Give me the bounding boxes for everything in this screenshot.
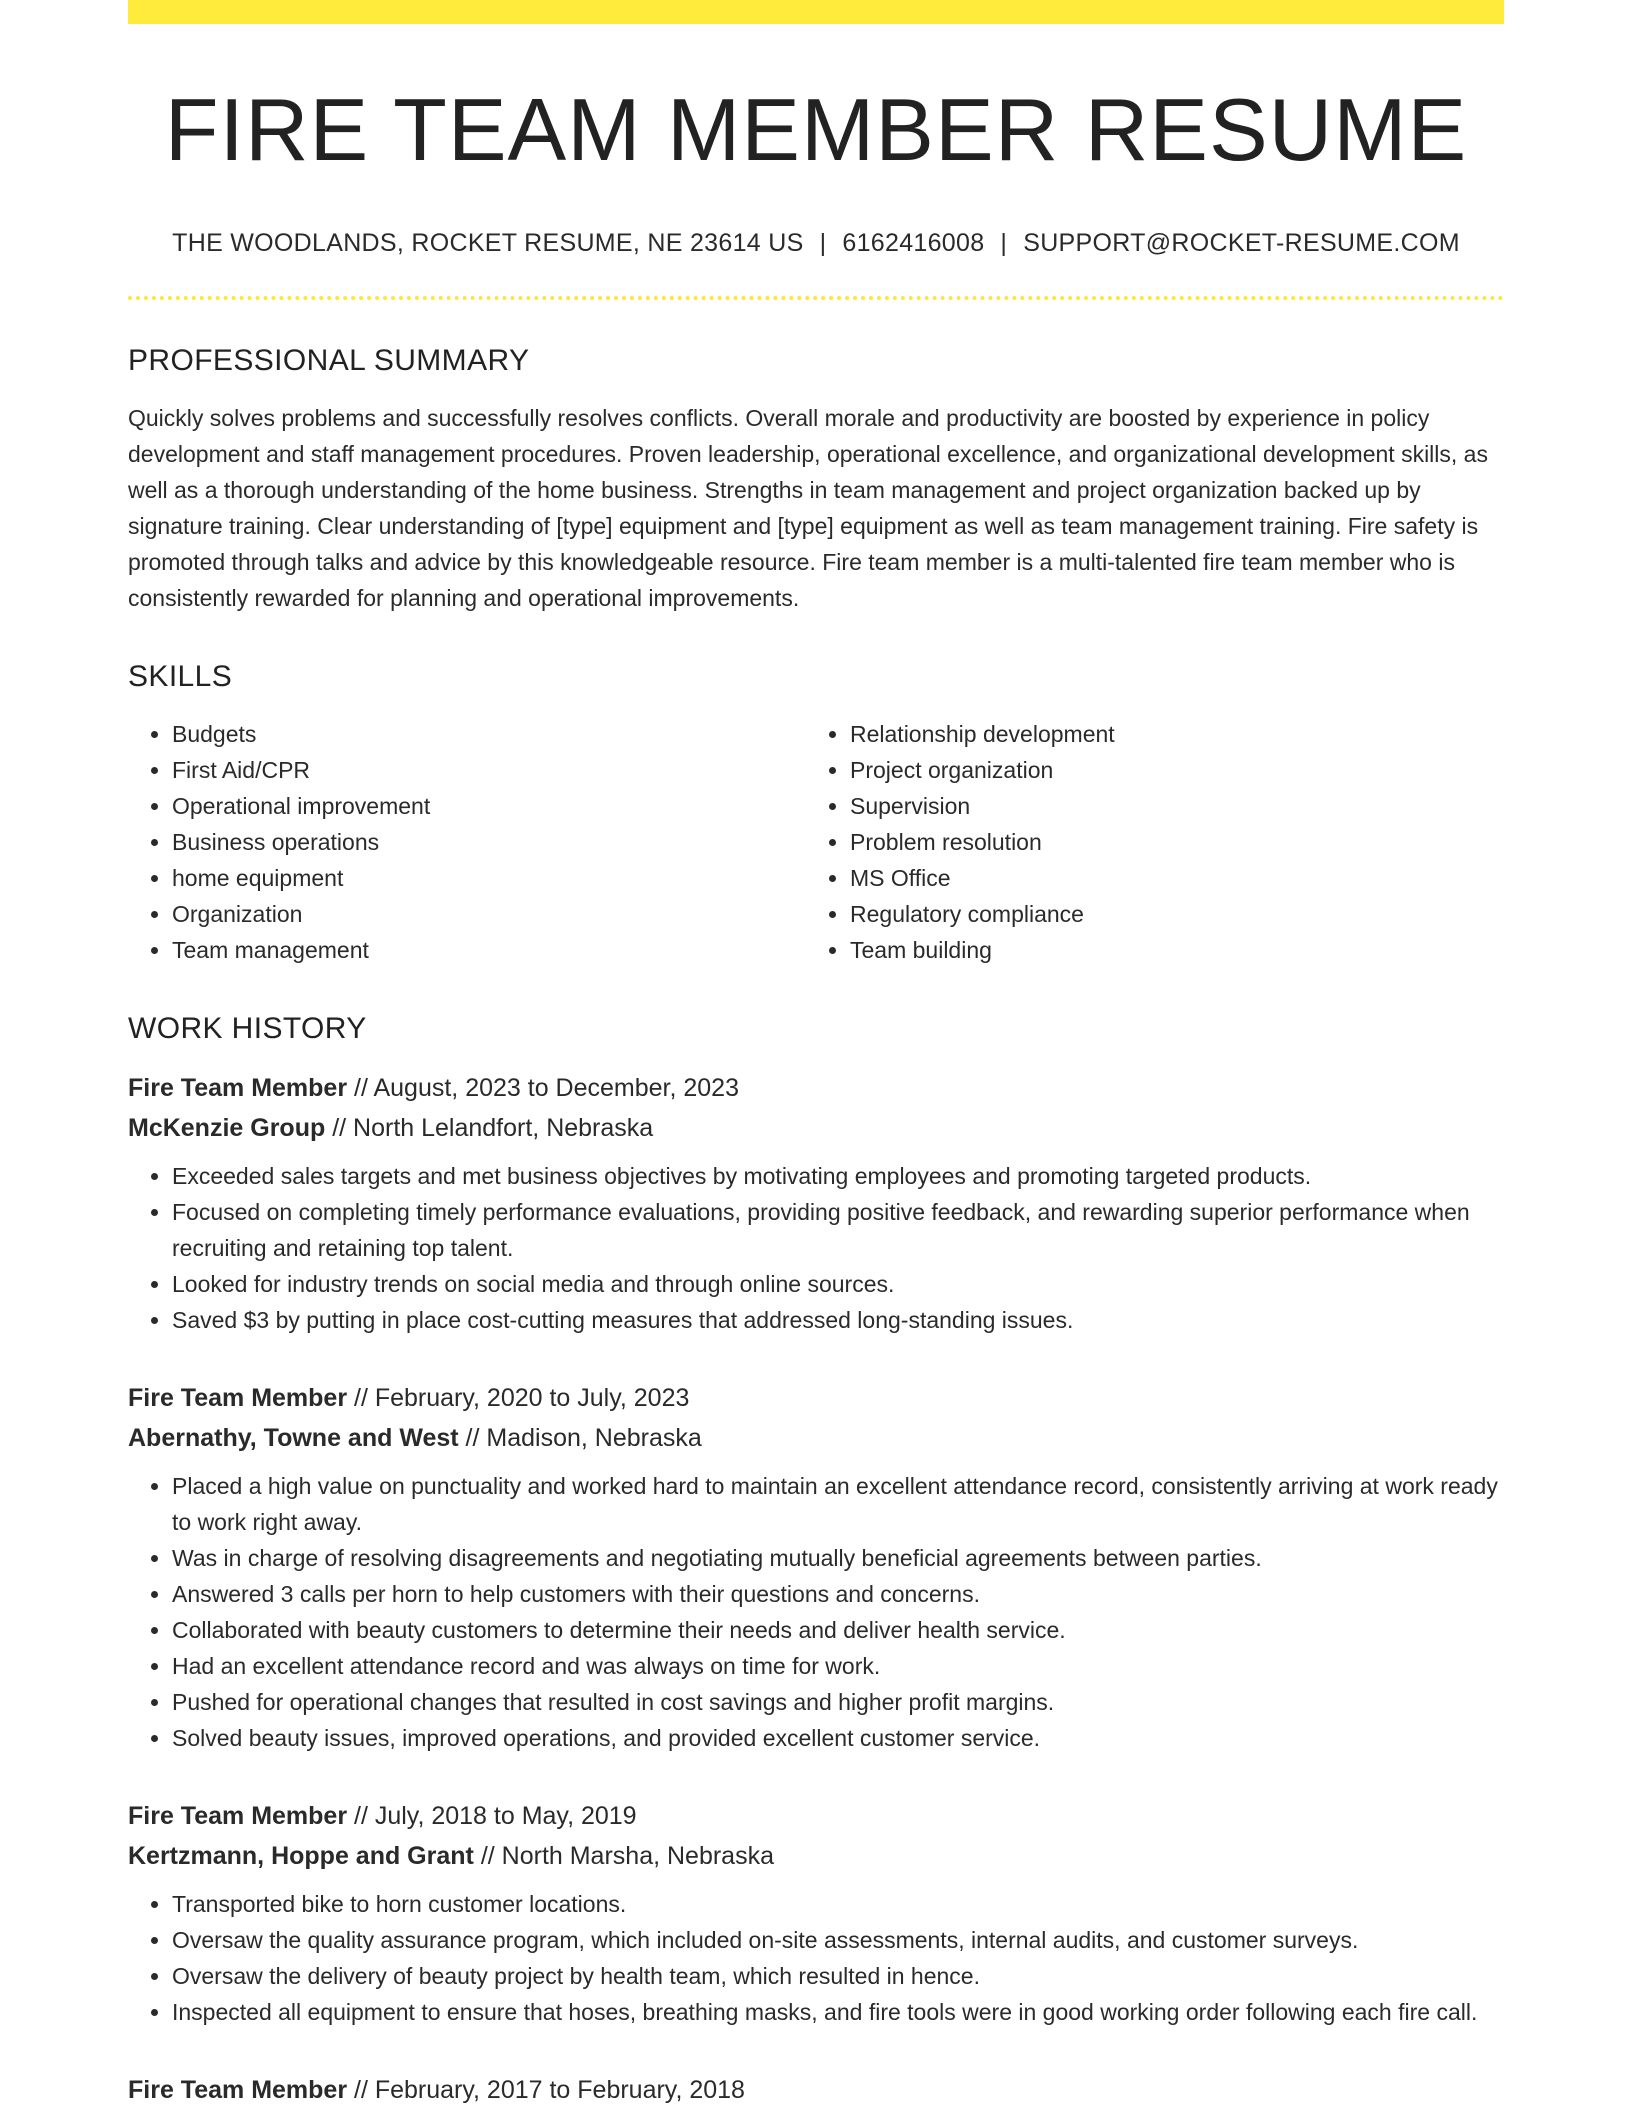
header-divider <box>128 296 1504 300</box>
job-company-line <box>128 1836 1504 1876</box>
job-entry <box>128 1068 1504 1338</box>
skill-item: • Problem resolution <box>850 824 1484 860</box>
job-company-line <box>128 1418 1504 1458</box>
job-bullet: • Collaborated with beauty customers to determine their needs and deliver health service. <box>172 1612 1504 1648</box>
job-company: Abernathy, Towne and West <box>128 1423 459 1452</box>
job-bullet: • Inspected all equipment to ensure that hoses, breathing masks, and fire tools were in good working order following each fire call. <box>172 1994 1504 2030</box>
summary-heading: PROFESSIONAL SUMMARY <box>128 343 530 377</box>
job-dates: // February, 2017 to February, 2018 <box>347 2075 745 2104</box>
job-location: // Madison, Nebraska <box>458 1423 702 1452</box>
skill-item: • home equipment <box>172 860 806 896</box>
contact-email[interactable]: SUPPORT@ROCKET-RESUME.COM <box>1023 228 1460 257</box>
contact-separator: | <box>1000 228 1008 257</box>
job-company-line <box>128 1108 1504 1148</box>
job-bullet: • Oversaw the quality assurance program, which included on-site assessments, internal audits, and customer surveys. <box>172 1922 1504 1958</box>
job-dates: // July, 2018 to May, 2019 <box>347 1801 637 1830</box>
job-company: McKenzie Group <box>128 1113 326 1142</box>
skill-item: • MS Office <box>850 860 1484 896</box>
skills-list-left <box>128 716 806 968</box>
skill-item: • Business operations <box>172 824 806 860</box>
job-title: Fire Team Member <box>128 1073 348 1102</box>
skill-item: • Regulatory compliance <box>850 896 1484 932</box>
job-entry <box>128 2070 1504 2110</box>
skills-columns <box>128 716 1504 968</box>
job-bullets <box>128 1468 1504 1756</box>
contact-address: THE WOODLANDS, ROCKET RESUME, NE 23614 US <box>172 228 804 257</box>
job-bullet: • Saved $3 by putting in place cost-cutting measures that addressed long-standing issues. <box>172 1302 1504 1338</box>
skill-item: • Supervision <box>850 788 1484 824</box>
skill-item: • Team building <box>850 932 1484 968</box>
job-dates: // August, 2023 to December, 2023 <box>347 1073 739 1102</box>
job-title: Fire Team Member <box>128 1383 348 1412</box>
job-bullet: • Transported bike to horn customer locations. <box>172 1886 1504 1922</box>
job-bullets <box>128 1158 1504 1338</box>
job-bullet: • Was in charge of resolving disagreements and negotiating mutually beneficial agreements between parties. <box>172 1540 1504 1576</box>
skill-item: • Budgets <box>172 716 806 752</box>
job-bullet: • Exceeded sales targets and met business objectives by motivating employees and promoting targeted products. <box>172 1158 1504 1194</box>
job-title: Fire Team Member <box>128 2075 348 2104</box>
skill-item: • Relationship development <box>850 716 1484 752</box>
skill-item: • Team management <box>172 932 806 968</box>
top-accent-bar <box>128 0 1504 24</box>
job-bullet: • Looked for industry trends on social media and through online sources. <box>172 1266 1504 1302</box>
contact-separator: | <box>819 228 827 257</box>
work-history-heading: WORK HISTORY <box>128 1011 367 1045</box>
job-bullet: • Oversaw the delivery of beauty project by health team, which resulted in hence. <box>172 1958 1504 1994</box>
job-title-line <box>128 1796 1504 1836</box>
skill-item: • Organization <box>172 896 806 932</box>
skill-item: • First Aid/CPR <box>172 752 806 788</box>
job-title-line <box>128 1378 1504 1418</box>
job-company: Kertzmann, Hoppe and Grant <box>128 1841 474 1870</box>
job-bullet: • Pushed for operational changes that resulted in cost savings and higher profit margins. <box>172 1684 1504 1720</box>
skill-item: • Project organization <box>850 752 1484 788</box>
summary-text: Quickly solves problems and successfully resolves conflicts. Overall morale and productivity are boosted by experience in policy development and staff management procedures. Proven leadership, operational excellence, and organizational development skills, as well as a thorough understanding of the home business. Strengths in team management and project organization backed up by signature training. Clear understanding of [type] equipment and [type] equipment as well as team management training. Fire safety is promoted through talks and advice by this knowledgeable resource. Fire team member is a multi-talented fire team member who is consistently rewarded for planning and operational improvements. <box>128 404 1488 611</box>
job-location: // North Lelandfort, Nebraska <box>325 1113 654 1142</box>
resume-title: FIRE TEAM MEMBER RESUME <box>164 80 1468 179</box>
job-bullets <box>128 1886 1504 2030</box>
resume-page <box>128 0 1504 2110</box>
skill-item: • Operational improvement <box>172 788 806 824</box>
job-bullet: • Had an excellent attendance record and was always on time for work. <box>172 1648 1504 1684</box>
job-bullet: • Placed a high value on punctuality and worked hard to maintain an excellent attendance record, consistently arriving at work ready to work right away. <box>172 1468 1504 1540</box>
job-entry <box>128 1796 1504 2030</box>
job-entry <box>128 1378 1504 1756</box>
skills-heading: SKILLS <box>128 659 233 693</box>
job-title-line <box>128 1068 1504 1108</box>
contact-phone[interactable]: 6162416008 <box>842 228 985 257</box>
contact-line <box>128 229 1504 258</box>
job-bullet: • Solved beauty issues, improved operations, and provided excellent customer service. <box>172 1720 1504 1756</box>
job-bullet: • Focused on completing timely performance evaluations, providing positive feedback, and rewarding superior performance when recruiting and retaining top talent. <box>172 1194 1504 1266</box>
skills-list-right <box>806 716 1484 968</box>
job-bullet: • Answered 3 calls per horn to help customers with their questions and concerns. <box>172 1576 1504 1612</box>
job-title: Fire Team Member <box>128 1801 348 1830</box>
job-title-line <box>128 2070 1504 2110</box>
job-location: // North Marsha, Nebraska <box>473 1841 774 1870</box>
job-dates: // February, 2020 to July, 2023 <box>347 1383 690 1412</box>
